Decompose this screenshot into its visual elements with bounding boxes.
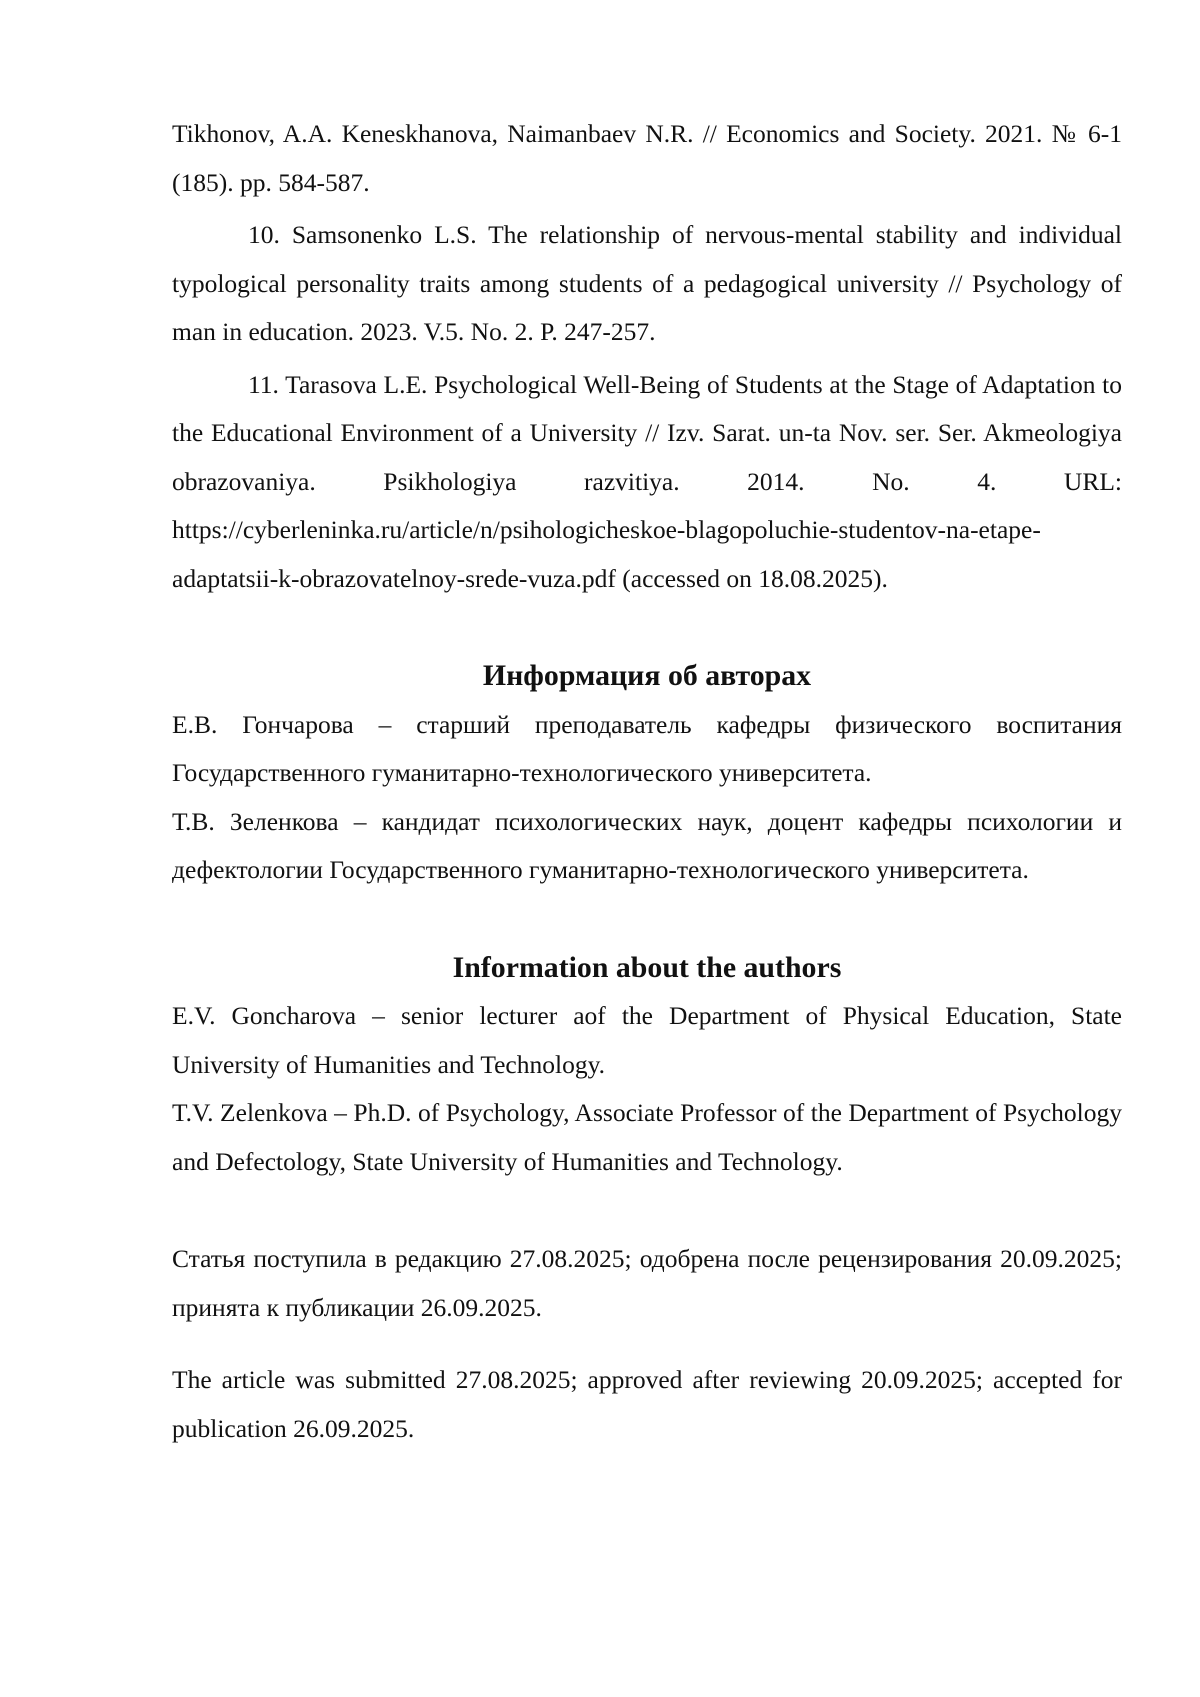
reference-item-11: 11. Tarasova L.E. Psychological Well-Being of Students at the Stage of Adaptation to the Educational Environment of a University // Izv. Sarat. un-ta Nov. ser. Ser. Akmeologiya obrazovaniya. Psikhologiya razvitiya. 2014. No. 4. URL: https://cyberleninka.ru/article/n/psihologicheskoe-blagopoluchie-studentov-na-etape-adaptatsii-k-obrazovatelnoy-srede-vuza.pdf (accessed on 18.08.2025). <box>172 361 1122 604</box>
submission-dates-ru: Статья поступила в редакцию 27.08.2025; одобрена после рецензирования 20.09.2025; принята к публикации 26.09.2025. <box>172 1235 1122 1332</box>
authors-heading-en: Information about the authors <box>172 944 1122 993</box>
submission-dates-en: The article was submitted 27.08.2025; approved after reviewing 20.09.2025; accepted for publication 26.09.2025. <box>172 1356 1122 1453</box>
author-info-ru-1: Е.В. Гончарова – старший преподаватель кафедры физического воспитания Государственного гуманитарно-технологического университета. <box>172 701 1122 798</box>
author-info-en-2: T.V. Zelenkova – Ph.D. of Psychology, Associate Professor of the Department of Psychology and Defectology, State University of Humanities and Technology. <box>172 1089 1122 1186</box>
authors-heading-ru: Информация об авторах <box>172 652 1122 701</box>
author-info-en-1: E.V. Goncharova – senior lecturer aof the Department of Physical Education, State University of Humanities and Technology. <box>172 992 1122 1089</box>
document-page <box>172 110 1122 1453</box>
reference-item-10: 10. Samsonenko L.S. The relationship of nervous-mental stability and individual typological personality traits among students of a pedagogical university // Psychology of man in education. 2023. V.5. No. 2. P. 247-257. <box>172 211 1122 357</box>
reference-continuation: Tikhonov, A.A. Keneskhanova, Naimanbaev N.R. // Economics and Society. 2021. № 6-1 (185). pp. 584-587. <box>172 110 1122 207</box>
author-info-ru-2: Т.В. Зеленкова – кандидат психологических наук, доцент кафедры психологии и дефектологии Государственного гуманитарно-технологического университета. <box>172 798 1122 895</box>
